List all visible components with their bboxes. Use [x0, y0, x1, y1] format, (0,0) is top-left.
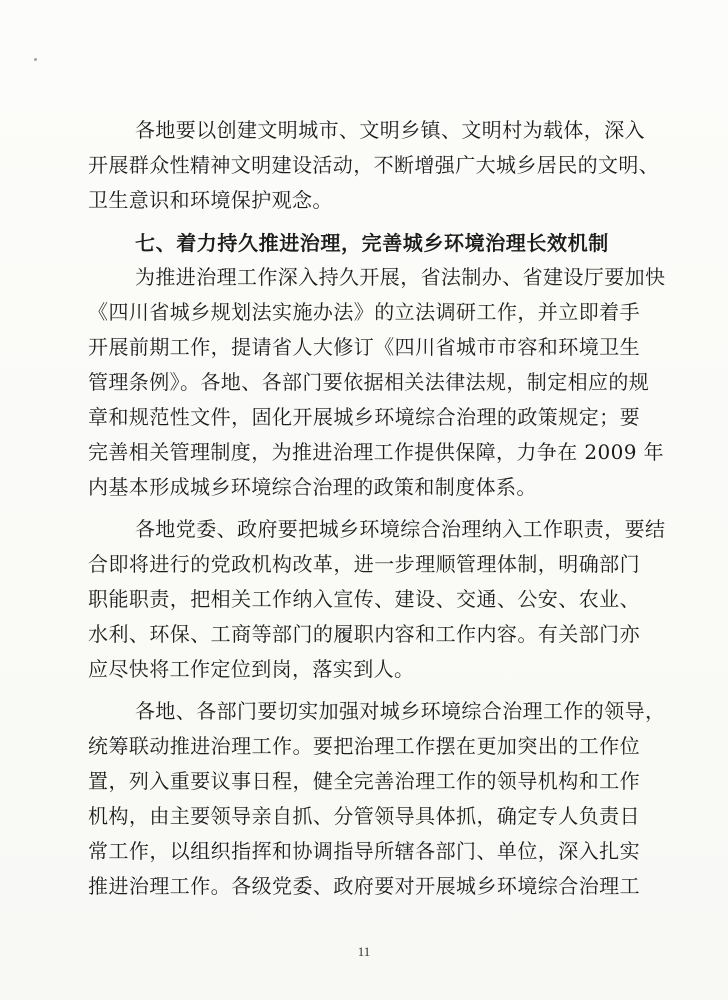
text-line: 统筹联动推进治理工作。要把治理工作摆在更加突出的工作位 [88, 734, 640, 758]
text-line: 各地党委、政府要把城乡环境综合治理纳入工作职责，要结 [135, 517, 666, 541]
scan-speck [34, 58, 37, 61]
text-line: 卫生意识和环境保护观念。 [88, 188, 333, 212]
text-line: 常工作，以组织指挥和协调指导所辖各部门、单位，深入扎实 [88, 839, 640, 863]
text-line: 合即将进行的党政机构改革，进一步理顺管理体制，明确部门 [88, 552, 640, 576]
text-line: 水利、环保、工商等部门的履职内容和工作内容。有关部门亦 [88, 622, 640, 646]
text-line: 各地、各部门要切实加强对城乡环境综合治理工作的领导， [135, 699, 666, 723]
text-line: 内基本形成城乡环境综合治理的政策和制度体系。 [88, 475, 537, 499]
text-line: 为推进治理工作深入持久开展，省法制办、省建设厅要加快 [135, 265, 666, 289]
page-number: 11 [357, 944, 371, 959]
text-line: 开展群众性精神文明建设活动，不断增强广大城乡居民的文明、 [88, 153, 660, 177]
text-line: 应尽快将工作定位到岗，落实到人。 [88, 657, 415, 681]
text-line: 各地要以创建文明城市、文明乡镇、文明村为载体，深入 [135, 118, 645, 142]
text-line: 职能职责，把相关工作纳入宣传、建设、交通、公安、农业、 [88, 587, 640, 611]
text-line: 章和规范性文件，固化开展城乡环境综合治理的政策规定；要 [88, 405, 640, 429]
text-line: 开展前期工作，提请省人大修订《四川省城市市容和环境卫生 [88, 335, 640, 359]
text-line: 管理条例》。各地、各部门要依据相关法律法规，制定相应的规 [88, 370, 650, 394]
text-line: 完善相关管理制度，为推进治理工作提供保障，力争在 2009 年 [88, 440, 665, 464]
text-line: 置，列入重要议事日程，健全完善治理工作的领导机构和工作 [88, 769, 640, 793]
section-heading: 七、着力持久推进治理，完善城乡环境治理长效机制 [135, 231, 609, 255]
text-line: 推进治理工作。各级党委、政府要对开展城乡环境综合治理工 [88, 874, 640, 898]
text-line: 《四川省城乡规划法实施办法》的立法调研工作，并立即着手 [88, 300, 640, 324]
text-line: 机构，由主要领导亲自抓、分管领导具体抓，确定专人负责日 [88, 804, 640, 828]
